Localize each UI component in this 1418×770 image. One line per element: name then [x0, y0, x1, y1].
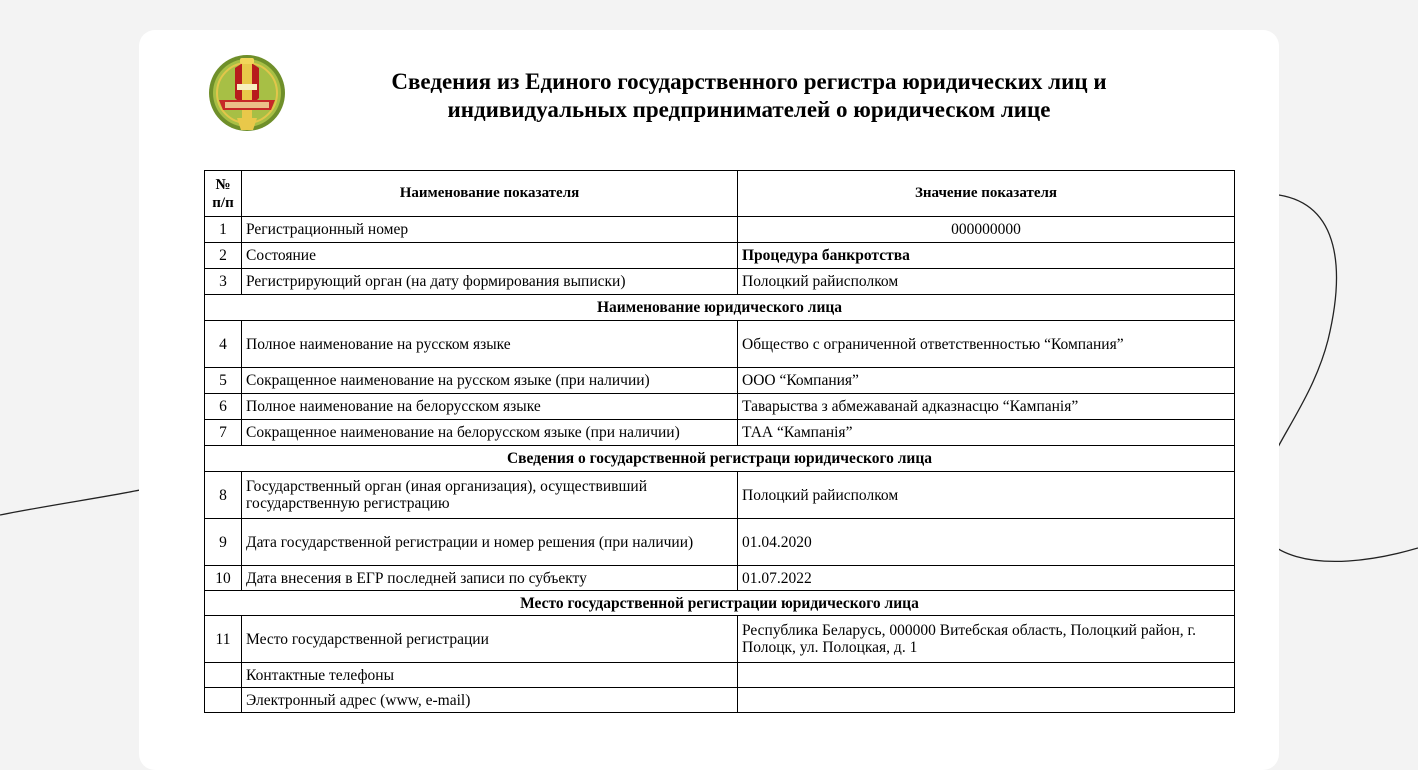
row-value: 000000000	[738, 217, 1235, 243]
table-row	[205, 368, 1235, 394]
row-value: 01.04.2020	[738, 519, 1235, 566]
table-row	[205, 566, 1235, 591]
table-row	[205, 243, 1235, 269]
row-number: 10	[205, 566, 242, 591]
row-value	[738, 663, 1235, 688]
registry-table	[204, 170, 1235, 713]
row-label: Полное наименование на белорусском языке	[242, 394, 738, 420]
left-curve	[0, 490, 140, 515]
row-number: 6	[205, 394, 242, 420]
row-number	[205, 688, 242, 713]
document-card	[139, 30, 1279, 770]
row-value	[738, 688, 1235, 713]
table-row	[205, 321, 1235, 368]
row-label: Регистрационный номер	[242, 217, 738, 243]
table-row	[205, 269, 1235, 295]
document-title-line-2: индивидуальных предпринимателей о юридическом лице	[447, 97, 1051, 122]
row-value: Таварыства з абмежаванай адказнасцю “Кампанія”	[738, 394, 1235, 420]
section-row	[205, 295, 1235, 321]
row-number: 11	[205, 616, 242, 663]
row-number: 3	[205, 269, 242, 295]
row-value: Процедура банкротства	[738, 243, 1235, 269]
row-number: 4	[205, 321, 242, 368]
row-value: Общество с ограниченной ответственностью “Компания”	[738, 321, 1235, 368]
header-number-abbr: п/п	[212, 194, 234, 211]
row-label: Регистрирующий орган (на дату формирования выписки)	[242, 269, 738, 295]
ministry-of-justice-emblem-icon	[207, 50, 287, 136]
section-heading: Место государственной регистрации юридического лица	[205, 591, 1235, 616]
row-value: ООО “Компания”	[738, 368, 1235, 394]
table-row	[205, 472, 1235, 519]
table-row	[205, 217, 1235, 243]
table-row	[205, 420, 1235, 446]
row-label: Сокращенное наименование на русском языке (при наличии)	[242, 368, 738, 394]
row-label: Дата государственной регистрации и номер решения (при наличии)	[242, 519, 738, 566]
row-number: 5	[205, 368, 242, 394]
table-row	[205, 663, 1235, 688]
table-header-row	[205, 171, 1235, 217]
document-title-line-1: Сведения из Единого государственного регистра юридических лиц и	[391, 69, 1107, 94]
row-label: Полное наименование на русском языке	[242, 321, 738, 368]
table-row	[205, 394, 1235, 420]
row-value: Полоцкий райисполком	[738, 269, 1235, 295]
header-indicator: Наименование показателя	[242, 171, 738, 217]
row-label: Электронный адрес (www, e-mail)	[242, 688, 738, 713]
row-label: Дата внесения в ЕГР последней записи по субъекту	[242, 566, 738, 591]
table-row	[205, 519, 1235, 566]
table-row	[205, 688, 1235, 713]
row-label: Место государственной регистрации	[242, 616, 738, 663]
row-label: Сокращенное наименование на белорусском языке (при наличии)	[242, 420, 738, 446]
right-curve	[1256, 195, 1418, 561]
row-number	[205, 663, 242, 688]
row-label: Состояние	[242, 243, 738, 269]
row-value: Полоцкий райисполком	[738, 472, 1235, 519]
header-number	[205, 171, 242, 217]
row-number: 7	[205, 420, 242, 446]
row-value: Республика Беларусь, 000000 Витебская область, Полоцкий район, г. Полоцк, ул. Полоцкая, д. 1	[738, 616, 1235, 663]
section-row	[205, 591, 1235, 616]
section-heading: Наименование юридического лица	[205, 295, 1235, 321]
header-value: Значение показателя	[738, 171, 1235, 217]
section-heading: Сведения о государственной регистраци юридического лица	[205, 446, 1235, 472]
section-row	[205, 446, 1235, 472]
row-number: 8	[205, 472, 242, 519]
document-title	[364, 68, 1134, 124]
table-row	[205, 616, 1235, 663]
row-number: 1	[205, 217, 242, 243]
row-label: Контактные телефоны	[242, 663, 738, 688]
row-label: Государственный орган (иная организация), осуществивший государственную регистрацию	[242, 472, 738, 519]
row-value: 01.07.2022	[738, 566, 1235, 591]
row-number: 2	[205, 243, 242, 269]
row-value: ТАА “Кампанія”	[738, 420, 1235, 446]
row-number: 9	[205, 519, 242, 566]
header-number-sign: №	[215, 176, 231, 193]
